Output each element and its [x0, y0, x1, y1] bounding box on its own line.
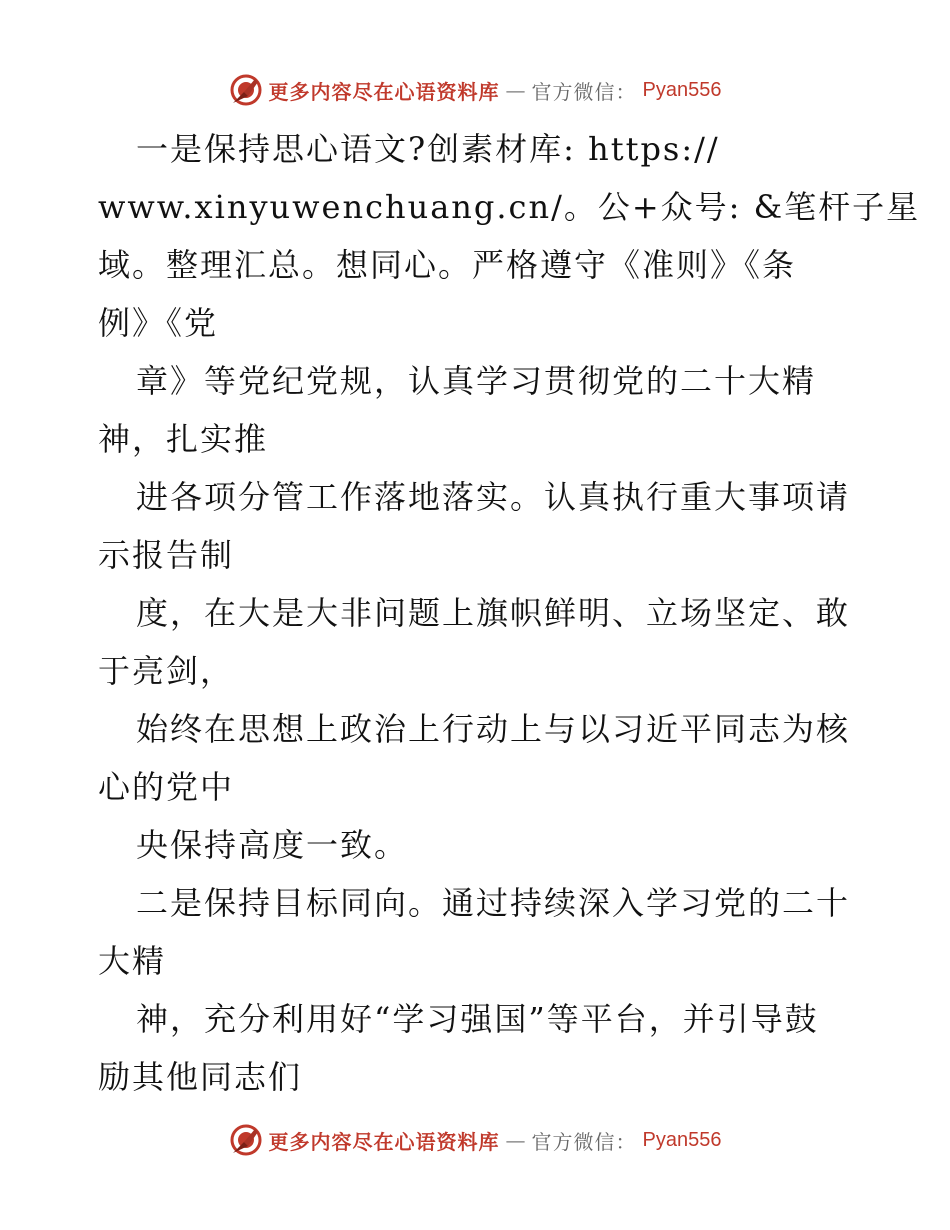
text-line: 神，充分利用好“学习强国”等平台，并引导鼓 — [136, 1000, 819, 1038]
banner-content — [229, 73, 722, 107]
footer-banner — [0, 1120, 950, 1160]
text-line: 大精 — [98, 942, 167, 980]
pen-logo-icon — [229, 73, 263, 107]
banner-wechat-label: 官方微信： — [531, 79, 637, 104]
document-body — [98, 120, 921, 1106]
text-line: www.xinyuwenchuang.cn/。公+众号: &笔杆子星 — [98, 188, 921, 226]
text-line: 域。整理汇总。想同心。严格遵守《准则》《条 — [98, 246, 797, 284]
text-line: 于亮剑， — [98, 652, 235, 690]
banner-dash: — — [505, 78, 526, 102]
text-line: 心的党中 — [98, 768, 235, 806]
text-line: 例》《党 — [98, 304, 219, 342]
text-line: 示报告制 — [98, 536, 235, 574]
text-line: 始终在思想上政治上行动上与以习近平同志为核 — [136, 710, 851, 748]
text-line: 励其他同志们 — [98, 1058, 303, 1096]
text-line: 二是保持目标同向。通过持续深入学习党的二十 — [136, 884, 851, 922]
text-line: 进各项分管工作落地落实。认真执行重大事项请 — [136, 478, 851, 516]
text-line: 央保持高度一致。 — [136, 826, 409, 864]
banner-dash: — — [505, 1128, 526, 1152]
banner-wechat-id: Pyan556 — [642, 78, 722, 101]
header-banner — [0, 70, 950, 110]
banner-wechat-label: 官方微信： — [531, 1129, 637, 1154]
text-line: 章》等党纪党规，认真学习贯彻党的二十大精 — [136, 362, 817, 400]
banner-library-text: 更多内容尽在心语资料库 — [268, 79, 500, 104]
pen-logo-icon — [229, 1123, 263, 1157]
banner-content — [229, 1123, 722, 1157]
text-line: 度，在大是大非问题上旗帜鲜明、立场坚定、敢 — [136, 594, 851, 632]
banner-library-text: 更多内容尽在心语资料库 — [268, 1129, 500, 1154]
banner-wechat-id: Pyan556 — [642, 1128, 722, 1151]
text-line: 神，扎实推 — [98, 420, 269, 458]
text-line: 一是保持思心语文?创素材库: https:// — [136, 130, 720, 168]
